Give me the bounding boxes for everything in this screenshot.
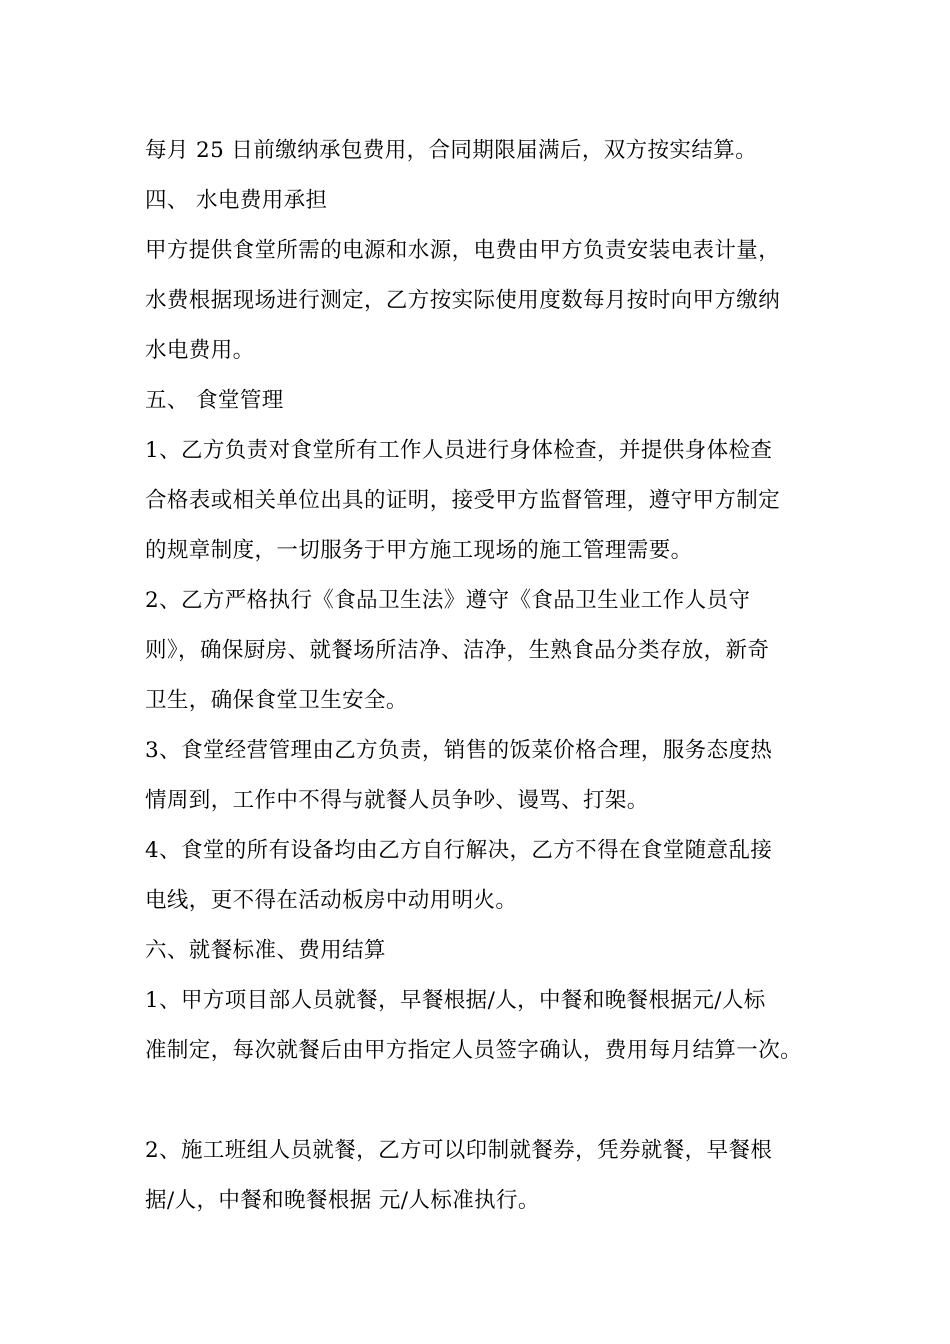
text-line: 1、乙方负责对食堂所有工作人员进行身体检查，并提供身体检查 — [145, 438, 773, 463]
text-line: 水电费用。 — [145, 338, 255, 363]
text-line: 的规章制度，一切服务于甲方施工现场的施工管理需要。 — [145, 538, 693, 563]
text-line: 水费根据现场进行测定，乙方按实际使用度数每月按时向甲方缴纳 — [145, 288, 781, 313]
text-line: 据/人，中餐和晚餐根据 元/人标准执行。 — [145, 1188, 540, 1213]
text-line: 4、食堂的所有设备均由乙方自行解决，乙方不得在食堂随意乱接 — [145, 838, 773, 863]
section-heading: 六、就餐标准、费用结算 — [145, 938, 386, 963]
text-line: 3、食堂经营管理由乙方负责，销售的饭菜价格合理，服务态度热 — [145, 738, 773, 763]
text-line: 1、甲方项目部人员就餐，早餐根据/人，中餐和晚餐根据元/人标 — [145, 988, 766, 1013]
text-line: 准制定，每次就餐后由甲方指定人员签字确认，费用每月结算一次。 — [145, 1038, 803, 1063]
text-line: 情周到，工作中不得与就餐人员争吵、谩骂、打架。 — [145, 788, 649, 813]
text-line: 合格表或相关单位出具的证明，接受甲方监督管理，遵守甲方制定 — [145, 488, 781, 513]
text-line: 则》，确保厨房、就餐场所洁净、洁净，生熟食品分类存放，新奇 — [145, 638, 770, 663]
text-line: 甲方提供食堂所需的电源和水源，电费由甲方负责安装电表计量， — [145, 238, 781, 263]
text-line: 2、施工班组人员就餐，乙方可以印制就餐券，凭券就餐，早餐根 — [145, 1138, 773, 1163]
text-line: 每月 25 日前缴纳承包费用，合同期限届满后，双方按实结算。 — [145, 138, 758, 163]
text-line: 2、乙方严格执行《食品卫生法》遵守《食品卫生业工作人员守 — [145, 588, 751, 613]
section-heading: 四、 水电费用承担 — [145, 188, 328, 213]
section-heading: 五、 食堂管理 — [145, 388, 284, 413]
text-line: 电线，更不得在活动板房中动用明火。 — [145, 888, 518, 913]
text-line: 卫生，确保食堂卫生安全。 — [145, 688, 408, 713]
